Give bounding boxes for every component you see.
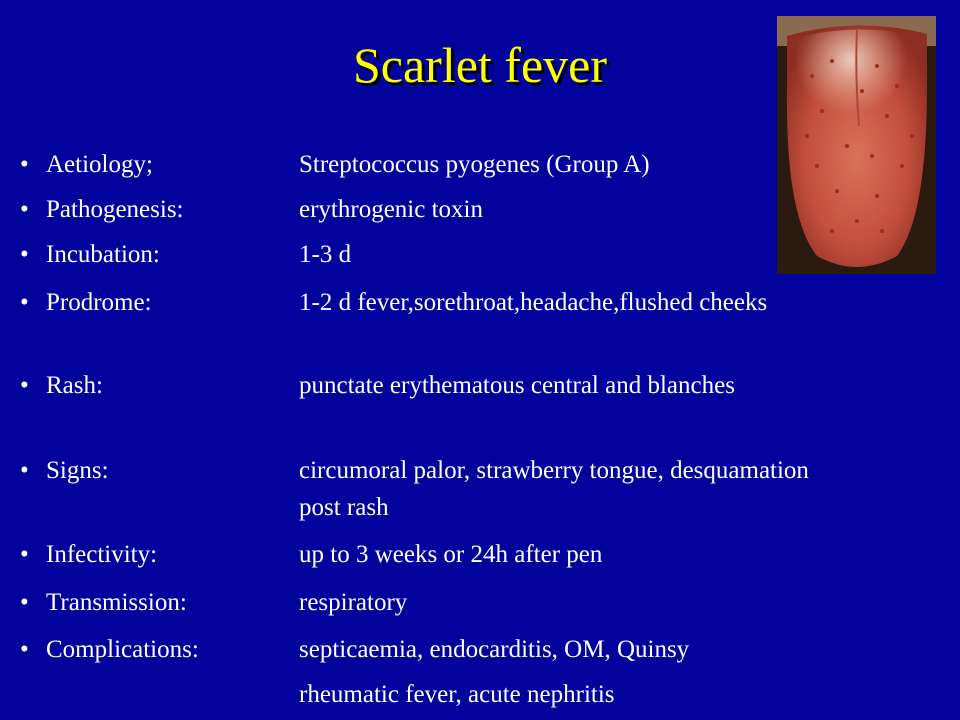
item-label: Prodrome: <box>46 289 152 316</box>
item-value: Streptococcus pyogenes (Group A) <box>299 151 650 178</box>
item-value: punctate erythematous central and blanches <box>299 372 735 399</box>
item-value: septicaemia, endocarditis, OM, Quinsy <box>299 636 690 663</box>
item-label: Transmission: <box>46 589 187 616</box>
bullet-icon: • <box>20 289 29 316</box>
item-label: Aetiology; <box>46 151 153 178</box>
complications-continuation: rheumatic fever, acute nephritis <box>299 681 615 708</box>
bullet-icon: • <box>20 541 29 568</box>
bullet-icon: • <box>20 457 29 484</box>
bullet-icon: • <box>20 589 29 616</box>
bullet-icon: • <box>20 636 29 663</box>
item-label: Pathogenesis: <box>46 196 184 223</box>
item-value: respiratory <box>299 589 408 616</box>
bullet-icon: • <box>20 151 29 178</box>
item-label: Incubation: <box>46 241 160 268</box>
item-label: Complications: <box>46 636 199 663</box>
item-value: circumoral palor, strawberry tongue, desquamation post rash <box>299 457 809 521</box>
item-value: up to 3 weeks or 24h after pen <box>299 541 603 568</box>
item-label: Signs: <box>46 457 109 484</box>
item-label: Rash: <box>46 372 103 399</box>
bullet-icon: • <box>20 196 29 223</box>
item-label: Infectivity: <box>46 541 158 568</box>
item-value: erythrogenic toxin <box>299 196 483 223</box>
item-value: 1-2 d fever,sorethroat,headache,flushed cheeks <box>299 289 768 316</box>
bullet-icon: • <box>20 241 29 268</box>
bullet-icon: • <box>20 372 29 399</box>
item-value: 1-3 d <box>299 241 352 268</box>
slide-title: Scarlet fever <box>352 37 607 93</box>
